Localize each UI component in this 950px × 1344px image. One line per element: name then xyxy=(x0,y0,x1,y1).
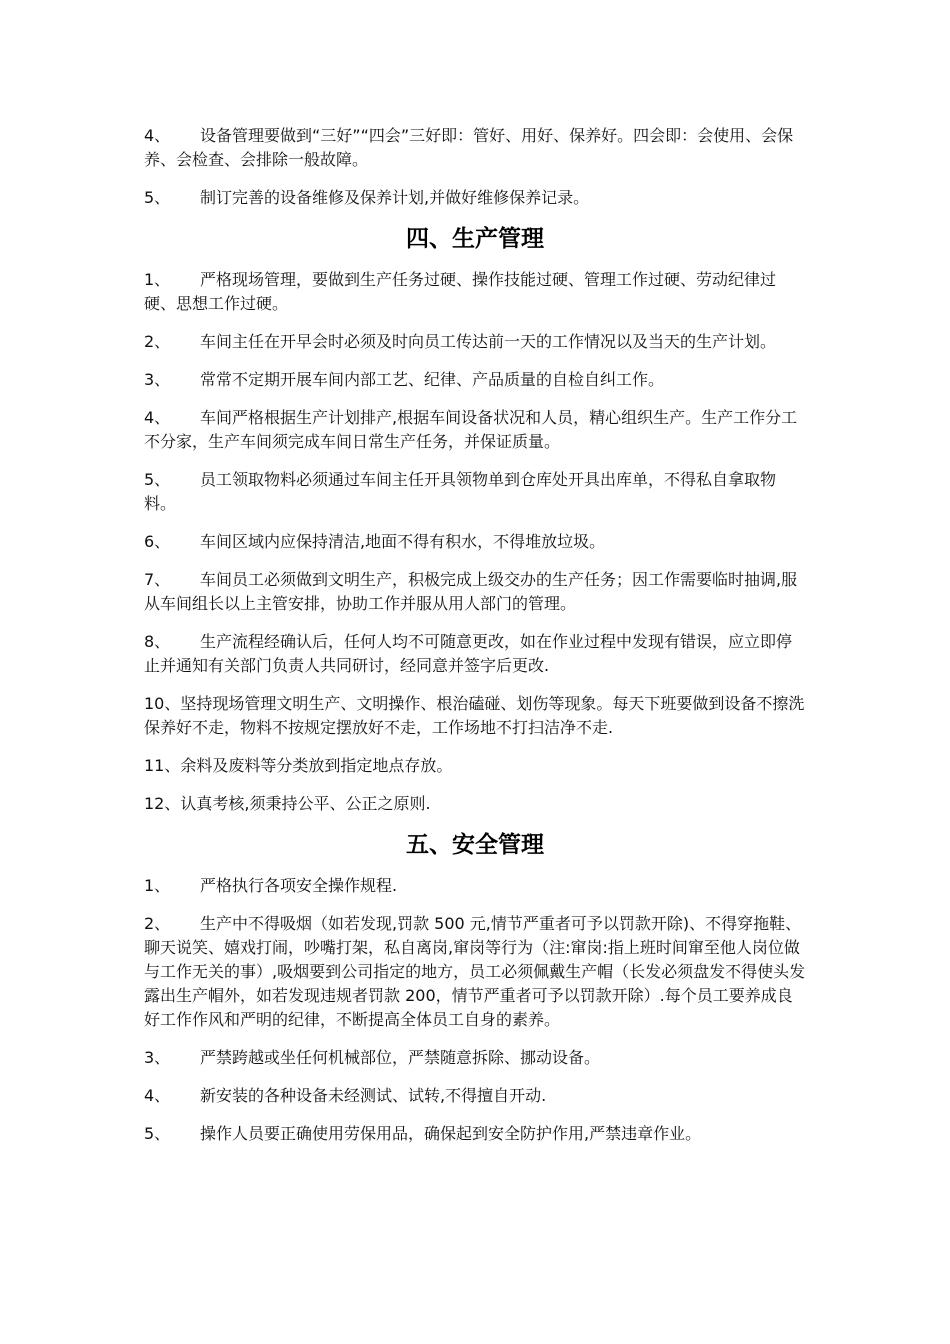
item-number: 1、 xyxy=(144,876,171,895)
list-item xyxy=(144,874,806,898)
item-number: 3、 xyxy=(144,1048,171,1067)
item-number: 5、 xyxy=(144,188,171,207)
section-production xyxy=(144,224,806,816)
item-number: 6、 xyxy=(144,532,171,551)
item-text: 生产流程经确认后，任何人均不可随意更改，如在作业过程中发现有错误，应立即停止并通知有关部门负责人共同研讨，经同意并签字后更改. xyxy=(144,632,793,675)
section-heading: 四、生产管理 xyxy=(406,226,544,252)
list-item xyxy=(144,468,806,516)
item-text: 操作人员要正确使用劳保用品，确保起到安全防护作用,严禁违章作业。 xyxy=(200,1124,702,1143)
item-number: 5、 xyxy=(144,1124,171,1143)
section-safety xyxy=(144,830,806,1146)
list-item xyxy=(144,368,806,392)
list-item xyxy=(144,186,806,210)
list-item xyxy=(144,568,806,616)
item-text: 坚持现场管理文明生产、文明操作、根治磕碰、划伤等现象。每天下班要做到设备不擦洗保养好不走，物料不按规定摆放好不走，工作场地不打扫洁净不走. xyxy=(144,694,805,737)
item-text: 严格现场管理，要做到生产任务过硬、操作技能过硬、管理工作过硬、劳动纪律过硬、思想工作过硬。 xyxy=(144,270,777,313)
section-equipment-tail xyxy=(144,124,806,210)
item-text: 车间区域内应保持清洁,地面不得有积水，不得堆放垃圾。 xyxy=(200,532,606,551)
item-number: 2、 xyxy=(144,332,171,351)
item-number: 4、 xyxy=(144,126,171,145)
item-number: 5、 xyxy=(144,470,171,489)
list-item xyxy=(144,330,806,354)
list-item xyxy=(144,692,806,740)
item-text: 认真考核,须秉持公平、公正之原则. xyxy=(180,794,431,813)
list-item xyxy=(144,1084,806,1108)
item-text: 生产中不得吸烟（如若发现,罚款 500 元,情节严重者可予以罚款开除)、不得穿拖鞋、聊天说笑、嬉戏打闹，吵嘴打架，私自离岗,窜岗等行为（注:窜岗:指上班时间窜至他人岗位做与工作无关的事）,吸烟要到公司指定的地方，员工必须佩戴生产帽（长发必须盘发不得使头发露出生产帽外，如若发现违规者罚款 200，情节严重者可予以罚款开除）.每个员工要养成良好工作作风和严明的纪律，不断提高全体员工自身的素养。 xyxy=(144,914,806,1029)
item-number: 4、 xyxy=(144,1086,171,1105)
item-text: 严格执行各项安全操作规程. xyxy=(200,876,398,895)
list-item xyxy=(144,630,806,678)
item-number: 11、 xyxy=(144,756,181,775)
list-item xyxy=(144,912,806,1032)
item-text: 车间严格根据生产计划排产,根据车间设备状况和人员，精心组织生产。生产工作分工不分家，生产车间须完成车间日常生产任务，并保证质量。 xyxy=(144,408,798,451)
list-item xyxy=(144,406,806,454)
list-item xyxy=(144,268,806,316)
item-text: 设备管理要做到“三好”“四会”三好即：管好、用好、保养好。四会即：会使用、会保养、会检查、会排除一般故障。 xyxy=(144,126,794,169)
section-heading: 五、安全管理 xyxy=(406,832,544,858)
item-text: 车间员工必须做到文明生产，积极完成上级交办的生产任务；因工作需要临时抽调,服从车间组长以上主管安排，协助工作并服从用人部门的管理。 xyxy=(144,570,798,613)
item-text: 员工领取物料必须通过车间主任开具领物单到仓库处开具出库单，不得私自拿取物料。 xyxy=(144,470,777,513)
item-number: 10、 xyxy=(144,694,181,713)
list-item xyxy=(144,530,806,554)
item-number: 12、 xyxy=(144,794,181,813)
item-text: 车间主任在开早会时必须及时向员工传达前一天的工作情况以及当天的生产计划。 xyxy=(200,332,777,351)
item-number: 3、 xyxy=(144,370,171,389)
item-text: 常常不定期开展车间内部工艺、纪律、产品质量的自检自纠工作。 xyxy=(200,370,665,389)
document-page xyxy=(144,124,806,1160)
list-item xyxy=(144,754,806,778)
item-number: 1、 xyxy=(144,270,171,289)
list-item xyxy=(144,1122,806,1146)
list-item xyxy=(144,792,806,816)
item-text: 余料及废料等分类放到指定地点存放。 xyxy=(180,756,453,775)
item-text: 严禁跨越或坐任何机械部位，严禁随意拆除、挪动设备。 xyxy=(200,1048,601,1067)
item-number: 8、 xyxy=(144,632,171,651)
item-text: 新安装的各种设备未经测试、试转,不得擅自开动. xyxy=(200,1086,547,1105)
item-number: 4、 xyxy=(144,408,171,427)
list-item xyxy=(144,124,806,172)
item-number: 7、 xyxy=(144,570,171,589)
item-text: 制订完善的设备维修及保养计划,并做好维修保养记录。 xyxy=(200,188,590,207)
item-number: 2、 xyxy=(144,914,171,933)
list-item xyxy=(144,1046,806,1070)
